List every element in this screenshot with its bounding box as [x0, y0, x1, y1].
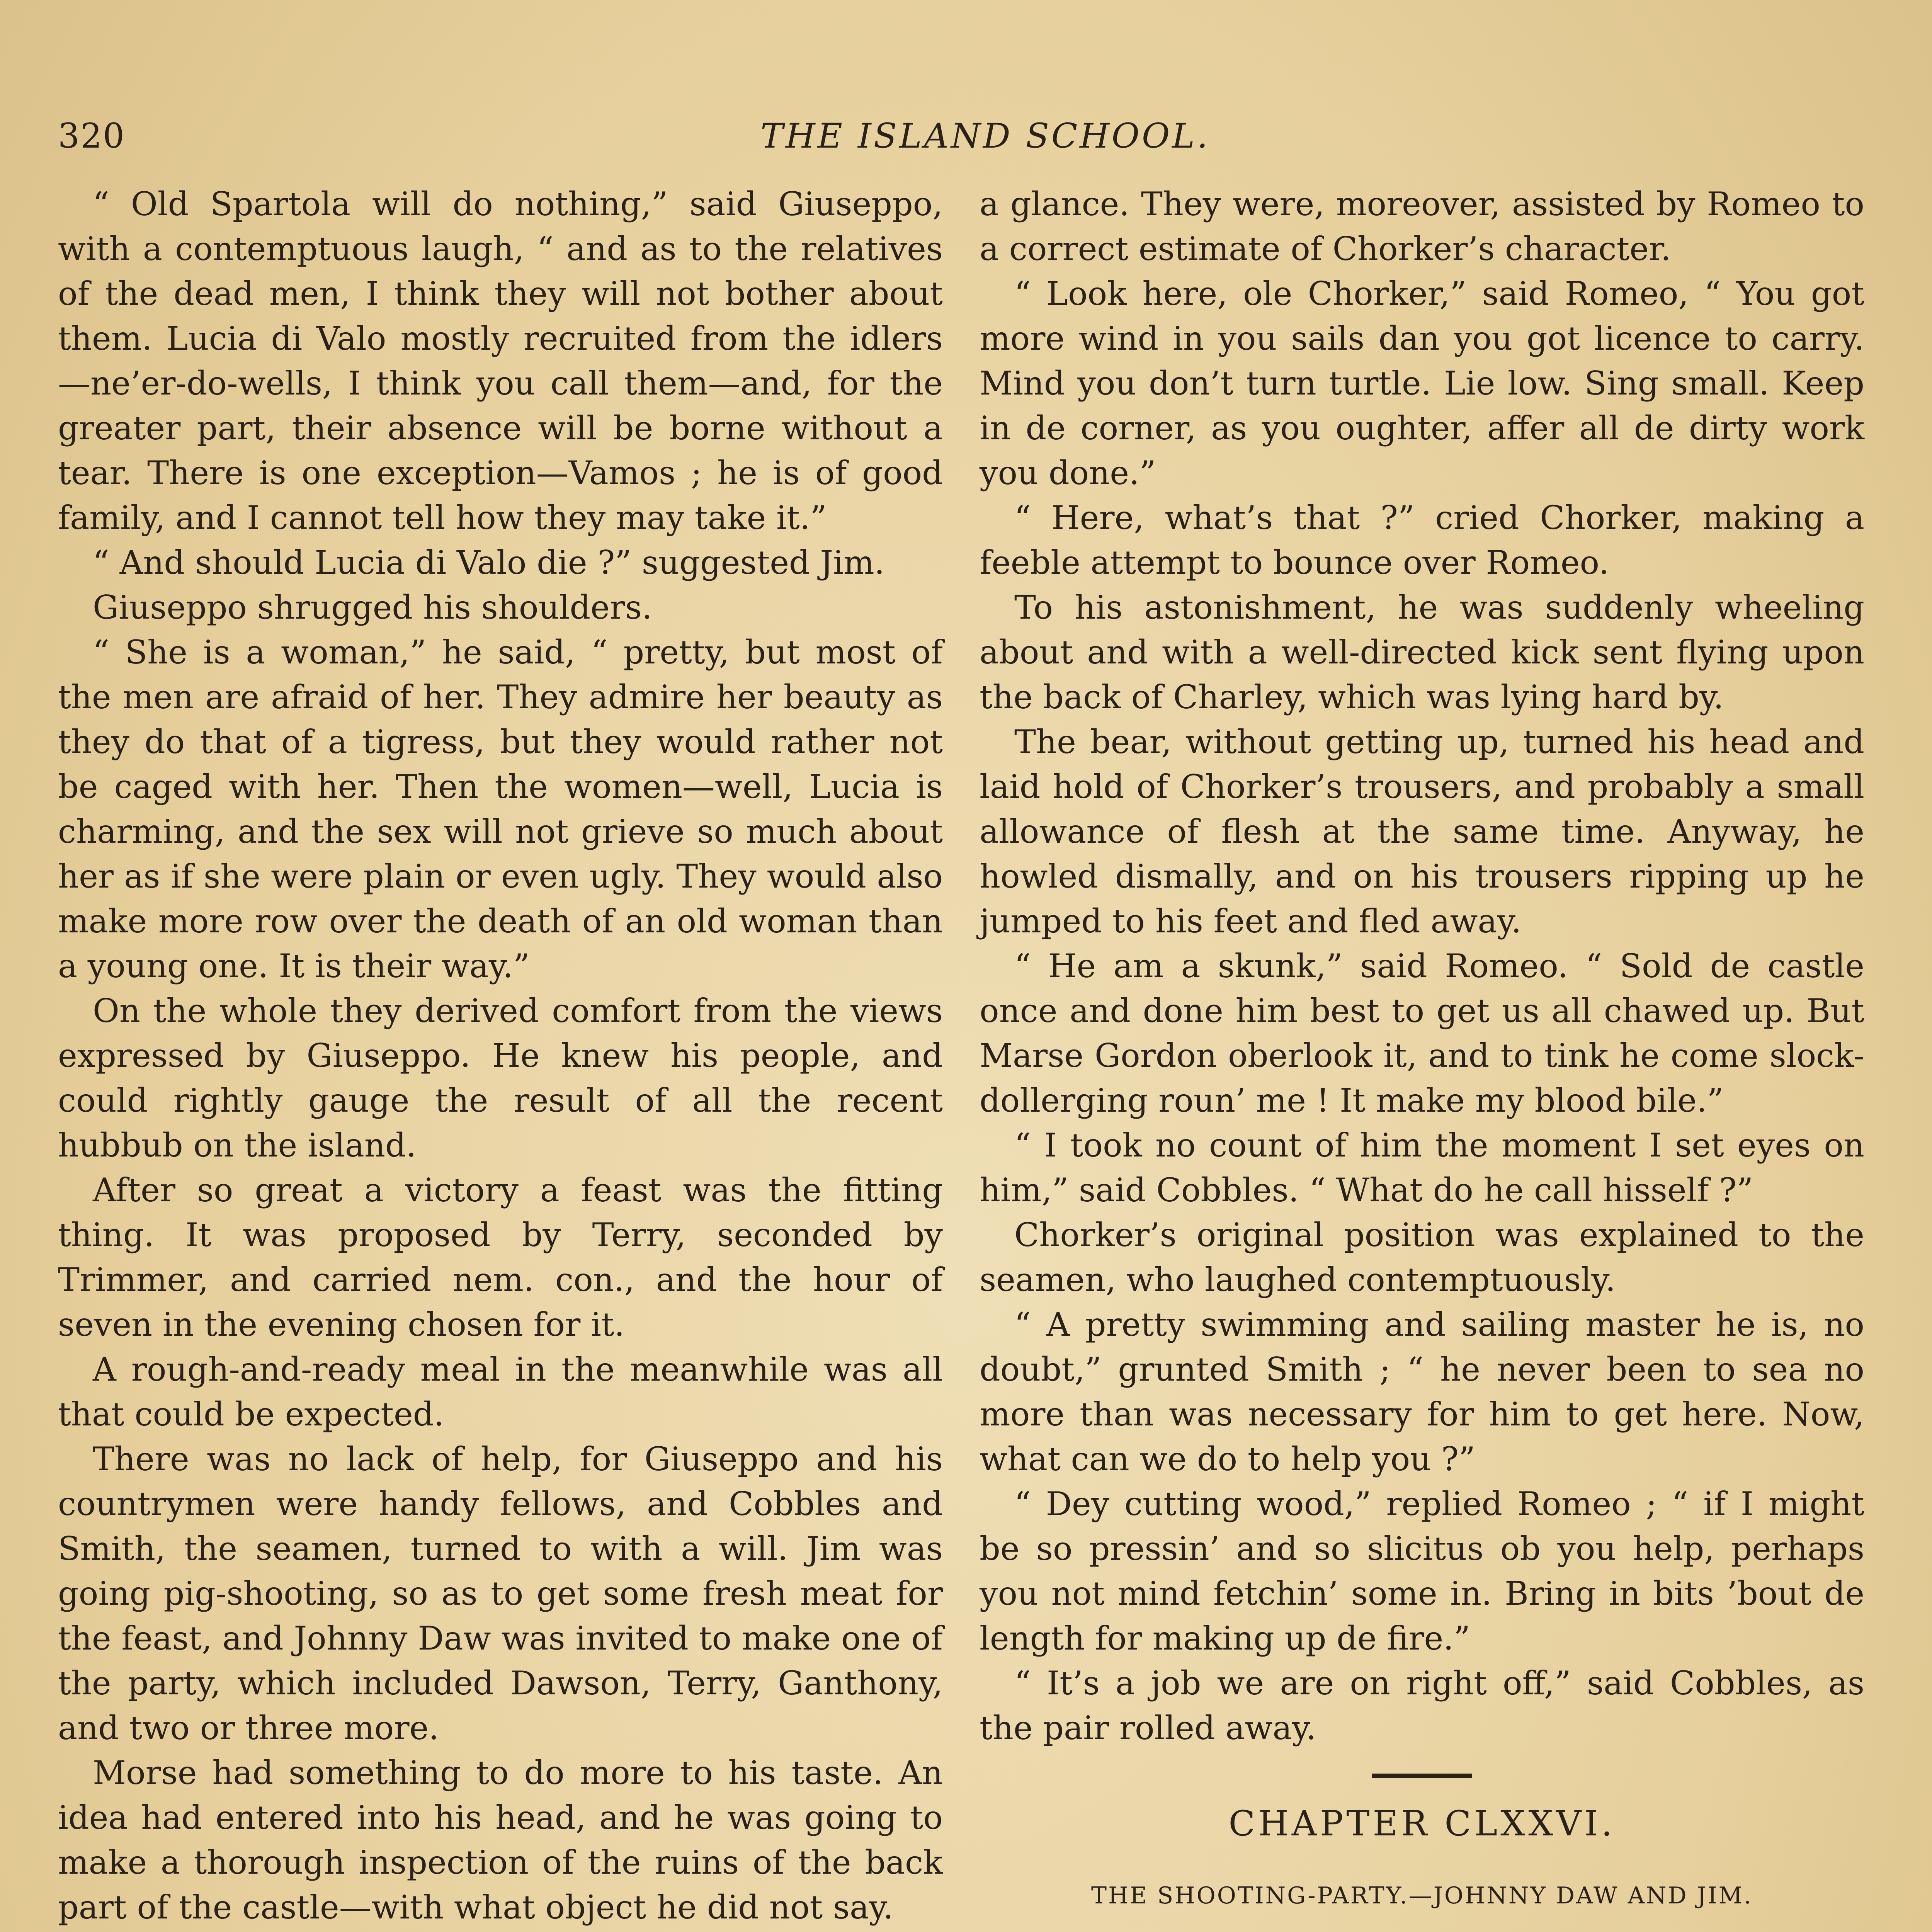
- section-divider: [1372, 1774, 1472, 1778]
- paragraph: “ Old Spartola will do nothing,” said Giuseppo, with a contemptuous laugh, “ and as to the relatives of the dead men, I think they will not bother about them. Lucia di Valo mostly recruited from the idlers—ne’er-do-wells, I think you call them—and, for the greater part, their absence will be borne without a tear. There is one exception—Vamos ; he is of good family, and I cannot tell how they may take it.”: [58, 185, 943, 537]
- paragraph: “ I took no count of him the moment I set eyes on him,” said Cobbles. “ What do he call hisself ?”: [980, 1126, 1864, 1209]
- paragraph: On the whole they derived comfort from the views expressed by Giuseppo. He knew his people, and could rightly gauge the result of all the recent hubbub on the island.: [58, 992, 943, 1164]
- paragraph: “ Here, what’s that ?” cried Chorker, making a feeble attempt to bounce over Romeo.: [980, 499, 1864, 582]
- paragraph: [58, 1930, 943, 1932]
- paragraph: “ She is a woman,” he said, “ pretty, but most of the men are afraid of her. They admire her beauty as they do that of a tigress, but they would rather not be caged with her. Then the women—well, Lucia is charming, and the sex will not grieve so much about her as if she were plain or even ugly. They would also make more row over the death of an old woman than a young one. It is their way.”: [58, 633, 943, 985]
- paragraph: “ Dey cutting wood,” replied Romeo ; “ if I might be so pressin’ and so slicitus ob you help, perhaps you not mind fetchin’ some in. Bring in bits ’bout de length for making up de fire.”: [980, 1485, 1864, 1657]
- paragraph: There was no lack of help, for Giuseppo and his countrymen were handy fellows, and Cobbles and Smith, the seamen, turned to with a will. Jim was going pig-shooting, so as to get some fresh meat for the feast, and Johnny Daw was invited to make one of the party, which included Dawson, Terry, Ganthony, and two or three more.: [58, 1440, 943, 1747]
- paragraph: To his astonishment, he was suddenly wheeling about and with a well-directed kick sent flying upon the back of Charley, which was lying hard by.: [980, 588, 1864, 716]
- chapter-title: CHAPTER CLXXVI.: [1228, 1803, 1616, 1844]
- paragraph: “ He am a skunk,” said Romeo. “ Sold de castle once and done him best to get us all chawed up. But Marse Gordon oberlook it, and to tink he come slock-dollerging roun’ me ! It make my blood bile.”: [980, 947, 1864, 1119]
- paragraph: After so great a victory a feast was the fitting thing. It was proposed by Terry, seconded by Trimmer, and carried nem. con., and the hour of seven in the evening chosen for it.: [58, 1171, 943, 1344]
- paragraph: A rough-and-ready meal in the meanwhile was all that could be expected.: [58, 1350, 943, 1433]
- paragraph: Giuseppo shrugged his shoulders.: [93, 588, 652, 626]
- paragraph: “ A pretty swimming and sailing master he is, no doubt,” grunted Smith ; “ he never been to sea no more than was necessary for him to get here. Now, what can we do to help you ?”: [980, 1306, 1864, 1478]
- running-title: THE ISLAND SCHOOL.: [760, 116, 1210, 156]
- paragraph: The bear, without getting up, turned his head and laid hold of Chorker’s trousers, and probably a small allowance of flesh at the same time. Anyway, he howled dismally, and on his trousers ripping up he jumped to his feet and fled away.: [980, 723, 1864, 940]
- paragraph: Morse had something to do more to his taste. An idea had entered into his head, and he was going to make a thorough inspection of the ruins of the back part of the castle—with what object he did not say.: [58, 1754, 943, 1926]
- paragraph-continued: a glance. They were, moreover, assisted by Romeo to a correct estimate of Chorker’s character.: [980, 185, 1864, 268]
- chapter-subtitle: THE SHOOTING-PARTY.—JOHNNY DAW AND JIM.: [1091, 1882, 1753, 1909]
- paragraph: Chorker’s original position was explained to the seamen, who laughed contemptuously.: [980, 1216, 1864, 1299]
- left-column: [58, 182, 943, 1932]
- page-number: 320: [58, 116, 125, 156]
- paragraph: “ It’s a job we are on right off,” said Cobbles, as the pair rolled away.: [980, 1664, 1864, 1747]
- page-header: [58, 116, 1913, 170]
- paragraph: “ And should Lucia di Valo die ?” suggested Jim.: [93, 544, 885, 582]
- right-column: [980, 182, 1864, 1932]
- paragraph: “ Look here, ole Chorker,” said Romeo, “ You got more wind in you sails dan you got licence to carry. Mind you don’t turn turtle. Lie low. Sing small. Keep in de corner, as you oughter, affer all de dirty work you done.”: [980, 275, 1864, 492]
